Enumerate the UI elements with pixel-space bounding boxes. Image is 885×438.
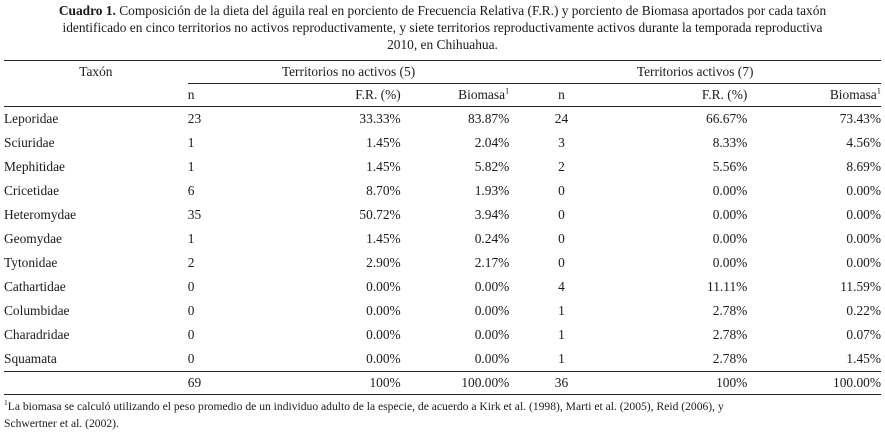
cell-n-inactive: 1 xyxy=(187,231,195,246)
table-row xyxy=(4,203,881,227)
cell-biomasa-active: 11.59% xyxy=(840,279,881,294)
header-biomasa-label: Biomasa xyxy=(829,87,877,102)
cell-fr-active: 2.78% xyxy=(712,327,748,342)
header-n-inactive: n xyxy=(188,84,272,107)
cell-fr-active: 66.67% xyxy=(706,111,748,126)
cell-n-inactive: 1 xyxy=(187,159,195,174)
cell-taxon: Heteromydae xyxy=(4,207,77,222)
cell-biomasa-active: 0.22% xyxy=(846,303,881,318)
table-row xyxy=(4,347,881,372)
cell-taxon: Charadridae xyxy=(4,327,70,342)
totals-row xyxy=(4,372,881,395)
table-row xyxy=(4,251,881,275)
cell-biomasa-active: 1.45% xyxy=(846,351,881,366)
caption-line-3: 2010, en Chihuahua. xyxy=(387,37,498,52)
cell-taxon: Mephitidae xyxy=(4,159,65,174)
table-row xyxy=(4,299,881,323)
total-biomasa-inactive: 100.00% xyxy=(401,372,510,395)
footnote-line-1 xyxy=(4,398,881,415)
cell-fr-inactive: 0.00% xyxy=(366,279,401,294)
cell-fr-inactive: 0.00% xyxy=(366,351,401,366)
total-n-inactive: 69 xyxy=(188,372,272,395)
cell-n-inactive: 1 xyxy=(187,135,195,150)
cell-n-active: 4 xyxy=(558,279,565,294)
cell-fr-inactive: 33.33% xyxy=(359,111,401,126)
cell-fr-active: 8.33% xyxy=(712,135,748,150)
cell-biomasa-active: 0.00% xyxy=(846,207,881,222)
cell-biomasa-inactive: 83.87% xyxy=(468,111,510,126)
header-fr-active: F.R. (%) xyxy=(614,84,748,107)
cell-taxon-blank xyxy=(4,372,188,395)
table-row xyxy=(4,155,881,179)
caption-line-2: identificado en cinco territorios no activos reproductivamente, y siete territorios reproductivamente activos durante la temporada reproductiva xyxy=(62,20,823,35)
header-taxon-blank xyxy=(4,84,188,107)
header-row-columns xyxy=(4,84,881,107)
header-biomasa-label: Biomasa xyxy=(458,87,506,102)
cell-n-inactive: 0 xyxy=(187,279,195,294)
header-group-active: Territorios activos (7) xyxy=(509,61,881,84)
cell-taxon: Squamata xyxy=(4,351,57,366)
cell-n-inactive: 0 xyxy=(187,327,195,342)
table-row xyxy=(4,107,881,132)
cell-fr-active: 2.78% xyxy=(712,351,748,366)
footnote-ref: 1 xyxy=(876,85,881,96)
cell-fr-active: 0.00% xyxy=(712,207,748,222)
footnote-mark: 1 xyxy=(4,398,8,408)
cell-n-active: 3 xyxy=(558,135,565,150)
footnote-text-1: La biomasa se calculó utilizando el peso promedio de un individuo adulto de la especie, de acuerdo a Kirk et al. (1998), Marti et al. (2005), Reid (2006), y xyxy=(7,400,724,413)
cell-biomasa-active: 0.00% xyxy=(846,231,881,246)
cell-fr-active: 0.00% xyxy=(712,255,748,270)
cell-fr-inactive: 1.45% xyxy=(366,231,401,246)
cell-fr-inactive: 0.00% xyxy=(366,303,401,318)
cell-n-active: 1 xyxy=(558,327,565,342)
header-fr-inactive: F.R. (%) xyxy=(271,84,400,107)
cell-taxon: Sciuridae xyxy=(4,135,55,150)
header-biomasa-active xyxy=(747,84,881,107)
cell-n-active: 0 xyxy=(558,231,565,246)
cell-fr-active: 0.00% xyxy=(712,183,748,198)
cell-fr-active: 5.56% xyxy=(712,159,748,174)
cell-biomasa-inactive: 2.04% xyxy=(474,135,510,150)
footnote xyxy=(4,398,881,432)
cell-biomasa-inactive: 5.82% xyxy=(474,159,510,174)
caption-line-1 xyxy=(4,2,881,19)
cell-biomasa-inactive: 0.00% xyxy=(474,351,510,366)
total-biomasa-active: 100.00% xyxy=(747,372,881,395)
cell-n-active: 24 xyxy=(554,111,569,126)
cell-biomasa-active: 8.69% xyxy=(846,159,881,174)
table-row xyxy=(4,227,881,251)
caption-text-1: Composición de la dieta del águila real en porciento de Frecuencia Relativa (F.R.) y porciento de Biomasa aportados por cada taxón xyxy=(115,3,827,18)
cell-fr-inactive: 50.72% xyxy=(359,207,401,222)
caption-label: Cuadro 1. xyxy=(58,3,116,18)
cell-fr-inactive: 1.45% xyxy=(366,159,401,174)
cell-taxon: Columbidae xyxy=(4,303,70,318)
footnote-line-2: Schwertner et al. (2002). xyxy=(4,417,119,430)
cell-n-inactive: 0 xyxy=(187,303,195,318)
cell-n-active: 0 xyxy=(558,207,565,222)
cell-n-active: 0 xyxy=(558,183,565,198)
cell-taxon: Geomydae xyxy=(4,231,63,246)
diet-table xyxy=(4,60,881,395)
cell-biomasa-active: 0.07% xyxy=(846,327,881,342)
total-n-active: 36 xyxy=(509,372,613,395)
cell-n-active: 1 xyxy=(558,351,565,366)
cell-n-active: 0 xyxy=(558,255,565,270)
cell-fr-active: 2.78% xyxy=(712,303,748,318)
cell-fr-active: 0.00% xyxy=(712,231,748,246)
cell-biomasa-inactive: 3.94% xyxy=(474,207,510,222)
cell-taxon: Cricetidae xyxy=(4,183,60,198)
cell-biomasa-active: 0.00% xyxy=(846,183,881,198)
table-row xyxy=(4,131,881,155)
cell-biomasa-active: 0.00% xyxy=(846,255,881,270)
total-fr-active: 100% xyxy=(614,372,748,395)
header-n-active: n xyxy=(509,84,613,107)
cell-taxon: Leporidae xyxy=(4,111,59,126)
cell-biomasa-inactive: 1.93% xyxy=(474,183,510,198)
cell-n-inactive: 6 xyxy=(187,183,195,198)
cell-taxon: Cathartidae xyxy=(4,279,66,294)
cell-fr-active: 11.11% xyxy=(707,279,748,294)
table-row xyxy=(4,323,881,347)
table-caption xyxy=(4,2,881,53)
cell-n-active: 1 xyxy=(558,303,565,318)
cell-biomasa-active: 73.43% xyxy=(839,111,881,126)
table-row xyxy=(4,179,881,203)
cell-n-inactive: 2 xyxy=(187,255,195,270)
cell-biomasa-inactive: 0.24% xyxy=(474,231,510,246)
header-biomasa-inactive xyxy=(401,84,510,107)
cell-n-inactive: 35 xyxy=(187,207,202,222)
cell-fr-inactive: 0.00% xyxy=(366,327,401,342)
cell-biomasa-inactive: 0.00% xyxy=(474,303,510,318)
footnote-ref: 1 xyxy=(505,85,510,96)
cell-n-inactive: 23 xyxy=(187,111,202,126)
total-fr-inactive: 100% xyxy=(271,372,400,395)
cell-fr-inactive: 2.90% xyxy=(366,255,401,270)
header-group-inactive: Territorios no activos (5) xyxy=(188,61,510,84)
header-row-groups xyxy=(4,61,881,84)
cell-biomasa-inactive: 0.00% xyxy=(474,279,510,294)
cell-biomasa-active: 4.56% xyxy=(846,135,881,150)
cell-fr-inactive: 1.45% xyxy=(366,135,401,150)
cell-taxon: Tytonidae xyxy=(4,255,58,270)
cell-biomasa-inactive: 0.00% xyxy=(474,327,510,342)
cell-n-inactive: 0 xyxy=(187,351,195,366)
cell-biomasa-inactive: 2.17% xyxy=(474,255,510,270)
table-row xyxy=(4,275,881,299)
cell-fr-inactive: 8.70% xyxy=(366,183,401,198)
cell-n-active: 2 xyxy=(558,159,565,174)
header-taxon: Taxón xyxy=(4,61,188,84)
